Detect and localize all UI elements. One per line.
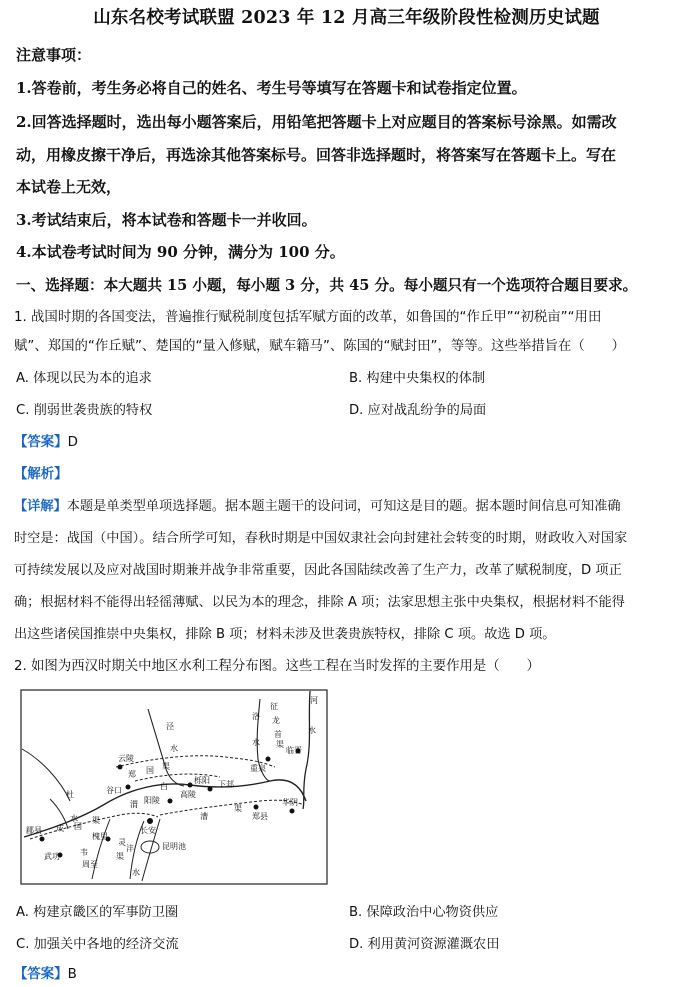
answer-value: B [67, 967, 77, 982]
question-1-option-d: D. 应对战乱纷争的局面 [349, 403, 487, 418]
question-1-stem-line-2: 赋”、郑国的“作丘赋”、楚国的“量入修赋，赋车籍马”、陈国的“赋封田”，等等。这些举措旨在（ ） [14, 339, 625, 354]
notice-line-4: 本试卷上无效， [16, 178, 122, 196]
answer-tag: 【答案】 [14, 435, 68, 450]
map-label: 栎阳 [194, 776, 210, 785]
question-1-answer [14, 431, 78, 450]
map-label: 渭 [130, 800, 138, 809]
map-label: 水 [252, 738, 260, 747]
map-label: 周至 [82, 860, 98, 869]
map-label: 渠 [162, 762, 170, 771]
map-label: 渠 [92, 816, 100, 825]
map-label: 渠 [116, 852, 124, 861]
question-2-option-d: D. 利用黄河资源灌溉农田 [349, 937, 500, 952]
map-label: 沣 [126, 844, 134, 853]
map-label: 洛 [252, 712, 260, 721]
map-label: 重泉 [250, 764, 266, 773]
map-label: 长安 [140, 826, 156, 835]
notice-line-3: 动，用橡皮擦干净后，再选涂其他答案标号。回答非选择题时，将答案写在答题卡上。写在 [16, 146, 617, 164]
map-label: 国 [74, 822, 82, 831]
detail-tag: 【详解】 [14, 499, 67, 514]
answer-value: D [67, 435, 78, 450]
question-1-detail-line-5: 出这些诸侯国推崇中央集权，排除 B 项；材料未涉及世袭贵族特权，排除 C 项。故选 D 项。 [14, 627, 556, 642]
analysis-tag: 【解析】 [14, 467, 68, 482]
notice-line-5: 3.考试结束后，将本试卷和答题卡一并收回。 [16, 211, 317, 229]
map-label: 河 [310, 696, 318, 705]
map-label: 龙 [272, 716, 280, 725]
map-label: 高陵 [180, 790, 196, 799]
map-label: 水 [170, 744, 178, 753]
notice-heading: 注意事项： [16, 46, 92, 64]
map-label: 征 [270, 702, 278, 711]
map-label: 国 [146, 766, 154, 775]
map-label: 成 [56, 824, 64, 833]
answer-tag: 【答案】 [14, 967, 68, 982]
question-1-option-b: B. 构建中央集权的体制 [349, 371, 486, 386]
question-1-option-a: A. 体现以民为本的追求 [16, 371, 152, 386]
question-1-detail-line-2: 时空是：战国（中国）。结合所学可知，春秋时期是中国奴隶社会向封建社会转变的时期，财政收入对国家 [14, 531, 628, 546]
map-label: 泾 [166, 722, 174, 731]
map-label: 韦 [80, 848, 88, 857]
notice-line-6: 4.本试卷考试时间为 90 分钟，满分为 100 分。 [16, 243, 345, 261]
question-1-detail-line-1 [14, 495, 680, 514]
map-label: 水 [70, 814, 78, 823]
map-label: 谷口 [106, 786, 122, 795]
map-label: 首 [274, 730, 282, 739]
map-label: 水 [308, 726, 316, 735]
map-label: 灵 [118, 838, 126, 847]
detail-text: 本题是单类型单项选择题。据本题主题干的设问词，可知这是目的题。据本题时间信息可知准确 [66, 499, 621, 514]
map-label: 昆明池 [162, 842, 186, 851]
question-1-stem-line-1: 1. 战国时期的各国变法，普遍推行赋税制度包括军赋方面的改革，如鲁国的“作丘甲”“初税亩”“用田 [14, 310, 602, 325]
map-label: 白 [160, 782, 168, 791]
map-label: 云陵 [118, 754, 134, 763]
map-label: 武功 [44, 852, 60, 861]
question-2-option-a: A. 构建京畿区的军事防卫圈 [16, 905, 179, 920]
water-works-map [20, 689, 328, 885]
map-label: 华阴 [282, 798, 298, 807]
question-1-analysis [14, 463, 68, 482]
map-label: 水 [132, 868, 140, 877]
question-1-detail-line-3: 可持续发展以及应对战国时期兼并战争非常重要，因此各国陆续改善了生产力，改革了赋税制度，D 项正 [14, 563, 622, 578]
question-2-option-c: C. 加强关中各地的经济交流 [16, 937, 179, 952]
map-label: 临晋 [286, 746, 302, 755]
question-2-option-b: B. 保障政治中心物资供应 [349, 905, 499, 920]
map-label: 郑县 [252, 812, 268, 821]
question-1-detail-line-4: 确；根据材料不能得出轻徭薄赋、以民为本的理念，排除 A 项；法家思想主张中央集权，根据材料不能得 [14, 595, 625, 610]
notice-line-1: 1.答卷前，考生务必将自己的姓名、考生号等填写在答题卡和试卷指定位置。 [16, 79, 527, 97]
map-label: 漕 [200, 812, 208, 821]
map-label: 郿县 [26, 826, 42, 835]
map-label: 下邽 [218, 780, 234, 789]
notice-line-2: 2.回答选择题时，选出每小题答案后，用铅笔把答题卡上对应题目的答案标号涂黑。如需改 [16, 113, 617, 131]
section-heading: 一、选择题：本大题共 15 小题，每小题 3 分，共 45 分。每小题只有一个选项符合题目要求。 [16, 277, 638, 294]
map-label: 阳陵 [144, 796, 160, 805]
question-2-answer [14, 963, 77, 982]
page-title: 山东名校考试联盟 2023 年 12 月高三年级阶段性检测历史试题 [93, 8, 600, 28]
question-1-option-c: C. 削弱世袭贵族的特权 [16, 403, 153, 418]
map-label: 渠 [234, 804, 242, 813]
map-label: 郑 [128, 770, 136, 779]
question-2-stem: 2. 如图为西汉时期关中地区水利工程分布图。这些工程在当时发挥的主要作用是（ ） [14, 659, 540, 674]
map-label: 杜 [66, 790, 74, 799]
map-label: 槐里 [92, 832, 108, 841]
map-label: 渠 [276, 740, 284, 749]
